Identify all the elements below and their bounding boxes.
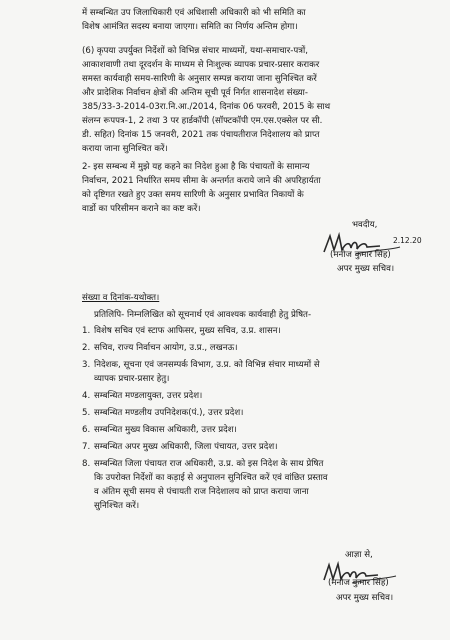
list-number: 5.: [82, 408, 91, 418]
list-number: 4.: [82, 391, 91, 401]
list-line: कि उपरोक्त निर्देशों का कड़ाई से अनुपालन सुनिश्चित करें एवं वांछित प्रस्ताव: [94, 473, 328, 483]
intro-line: में सम्बन्धित उप जिलाधिकारी एवं अधिशासी अधिकारी को भी समिति का: [82, 8, 306, 18]
list-item: [82, 457, 437, 513]
para6-line: संलग्न रूपपत्र-1, 2 तथा 3 पर हार्डकॉपी (सॉफ्टकॉपी एम.एस.एक्सेल पर सी.: [82, 116, 323, 126]
reference-heading-wrap: [82, 291, 437, 305]
list-line: सुनिश्चित करें।: [94, 501, 140, 511]
signatory-designation: अपर मुख्य सचिव।: [337, 264, 395, 274]
reference-heading: संख्या व दिनांक-यथोक्त।: [82, 293, 160, 303]
list-number: 7.: [82, 442, 91, 452]
list-item: [82, 423, 437, 437]
signatory-name: (मनोज कुमार सिंह): [330, 250, 391, 260]
para2-line: को दृष्टिगत रखते हुए उक्त समय सारिणी के अनुसार प्रभावित निकायों के: [82, 190, 304, 200]
copy-list: [82, 324, 437, 513]
signature-date: 2.12.20: [393, 236, 422, 245]
list-item: [82, 440, 437, 454]
list-line: विशेष सचिव एवं स्टाफ आफिसर, मुख्य सचिव, उ.प्र. शासन।: [94, 326, 281, 336]
para6-line: (6) कृपया उपर्युक्त निर्देशों को विभिन्न संचार माध्यमों, यथा-समाचार-पत्रों,: [82, 46, 308, 56]
list-number: 1.: [82, 326, 91, 336]
para6-line: और प्रादेशिक निर्वाचन क्षेत्रों की अन्तिम सूची पूर्व निर्गत शासनादेश संख्या-: [82, 88, 308, 98]
list-line: व अंतिम सूची समय से पंचायती राज निदेशालय को प्राप्त कराया जाना: [94, 487, 309, 497]
list-line: निदेशक, सूचना एवं जनसम्पर्क विभाग, उ.प्र. को विभिन्न संचार माध्यमों से: [94, 360, 320, 370]
para6-line: डी. सहित) दिनांक 15 जनवरी, 2021 तक पंचायतीराज निदेशालय को प्राप्त: [82, 130, 320, 140]
para2-line: 2- इस सम्बन्ध में मुझे यह कहने का निदेश हुआ है कि पंचायतों के सामान्य: [82, 162, 310, 172]
intro-paragraph: [82, 6, 437, 34]
list-number: 2.: [82, 343, 91, 353]
list-line: सम्बन्धित अपर मुख्य अधिकारी, जिला पंचायत, उत्तर प्रदेश।: [94, 442, 278, 452]
by-order-text: आज्ञा से,: [345, 550, 373, 560]
list-line: सम्बन्धित मण्डलीय उपनिदेशक(पं.), उत्तर प्रदेश।: [94, 408, 244, 418]
para6-line: आकाशवाणी तथा दूरदर्शन के माध्यम से निःशुल्क व्यापक प्रचार-प्रसार कराकर: [82, 60, 320, 70]
paragraph-6: [82, 44, 437, 156]
copy-intro: [82, 308, 437, 322]
paragraph-2: [82, 160, 437, 216]
para2-line: निर्वाचन, 2021 निर्धारित समय सीमा के अन्तर्गत कराये जाने की अपरिहार्यता: [82, 176, 321, 186]
copy-intro-line: प्रतिलिपि- निम्नलिखित को सूचनार्थ एवं आवश्यक कार्यवाही हेतु प्रेषित-: [94, 310, 312, 320]
list-item: [82, 406, 437, 420]
list-number: 3.: [82, 360, 91, 370]
para2-line: वार्डो का परिसीमन कराने का कष्ट करें।: [82, 204, 201, 214]
list-line: सम्बन्धित मुख्य विकास अधिकारी, उत्तर प्रदेश।: [94, 425, 237, 435]
signatory-name-2: (मनोज कुमार सिंह): [328, 578, 389, 588]
list-item: [82, 324, 437, 338]
closing-salutation: भवदीय,: [352, 220, 378, 230]
list-line: सचिव, राज्य निर्वाचन आयोग, उ.प्र., लखनऊ।: [94, 343, 238, 353]
intro-line: विशेष आमंत्रित सदस्य बनाया जाएगा। समिति का निर्णय अन्तिम होगा।: [82, 22, 298, 32]
list-item: [82, 389, 437, 403]
signatory-designation-2: अपर मुख्य सचिव।: [336, 593, 394, 603]
list-line: व्यापक प्रचार-प्रसार हेतु।: [94, 374, 170, 384]
list-line: सम्बन्धित मण्डलायुक्त, उत्तर प्रदेश।: [94, 391, 203, 401]
list-number: 8.: [82, 459, 91, 469]
para6-line: कराया जाना सुनिश्चित करें।: [82, 144, 168, 154]
para6-line: 385/33-3-2014-03रा.नि.आ./2014, दिनांक 06 फरवरी, 2015 के साथ: [82, 102, 331, 112]
list-line: सम्बन्धित जिला पंचायत राज अधिकारी, उ.प्र. को इस निदेश के साथ प्रेषित: [94, 459, 324, 469]
list-item: [82, 341, 437, 355]
list-item: [82, 358, 437, 386]
list-number: 6.: [82, 425, 91, 435]
para6-line: समस्त कार्यवाही समय-सारिणी के अनुसार सम्पन्न कराया जाना सुनिश्चित करें: [82, 74, 317, 84]
